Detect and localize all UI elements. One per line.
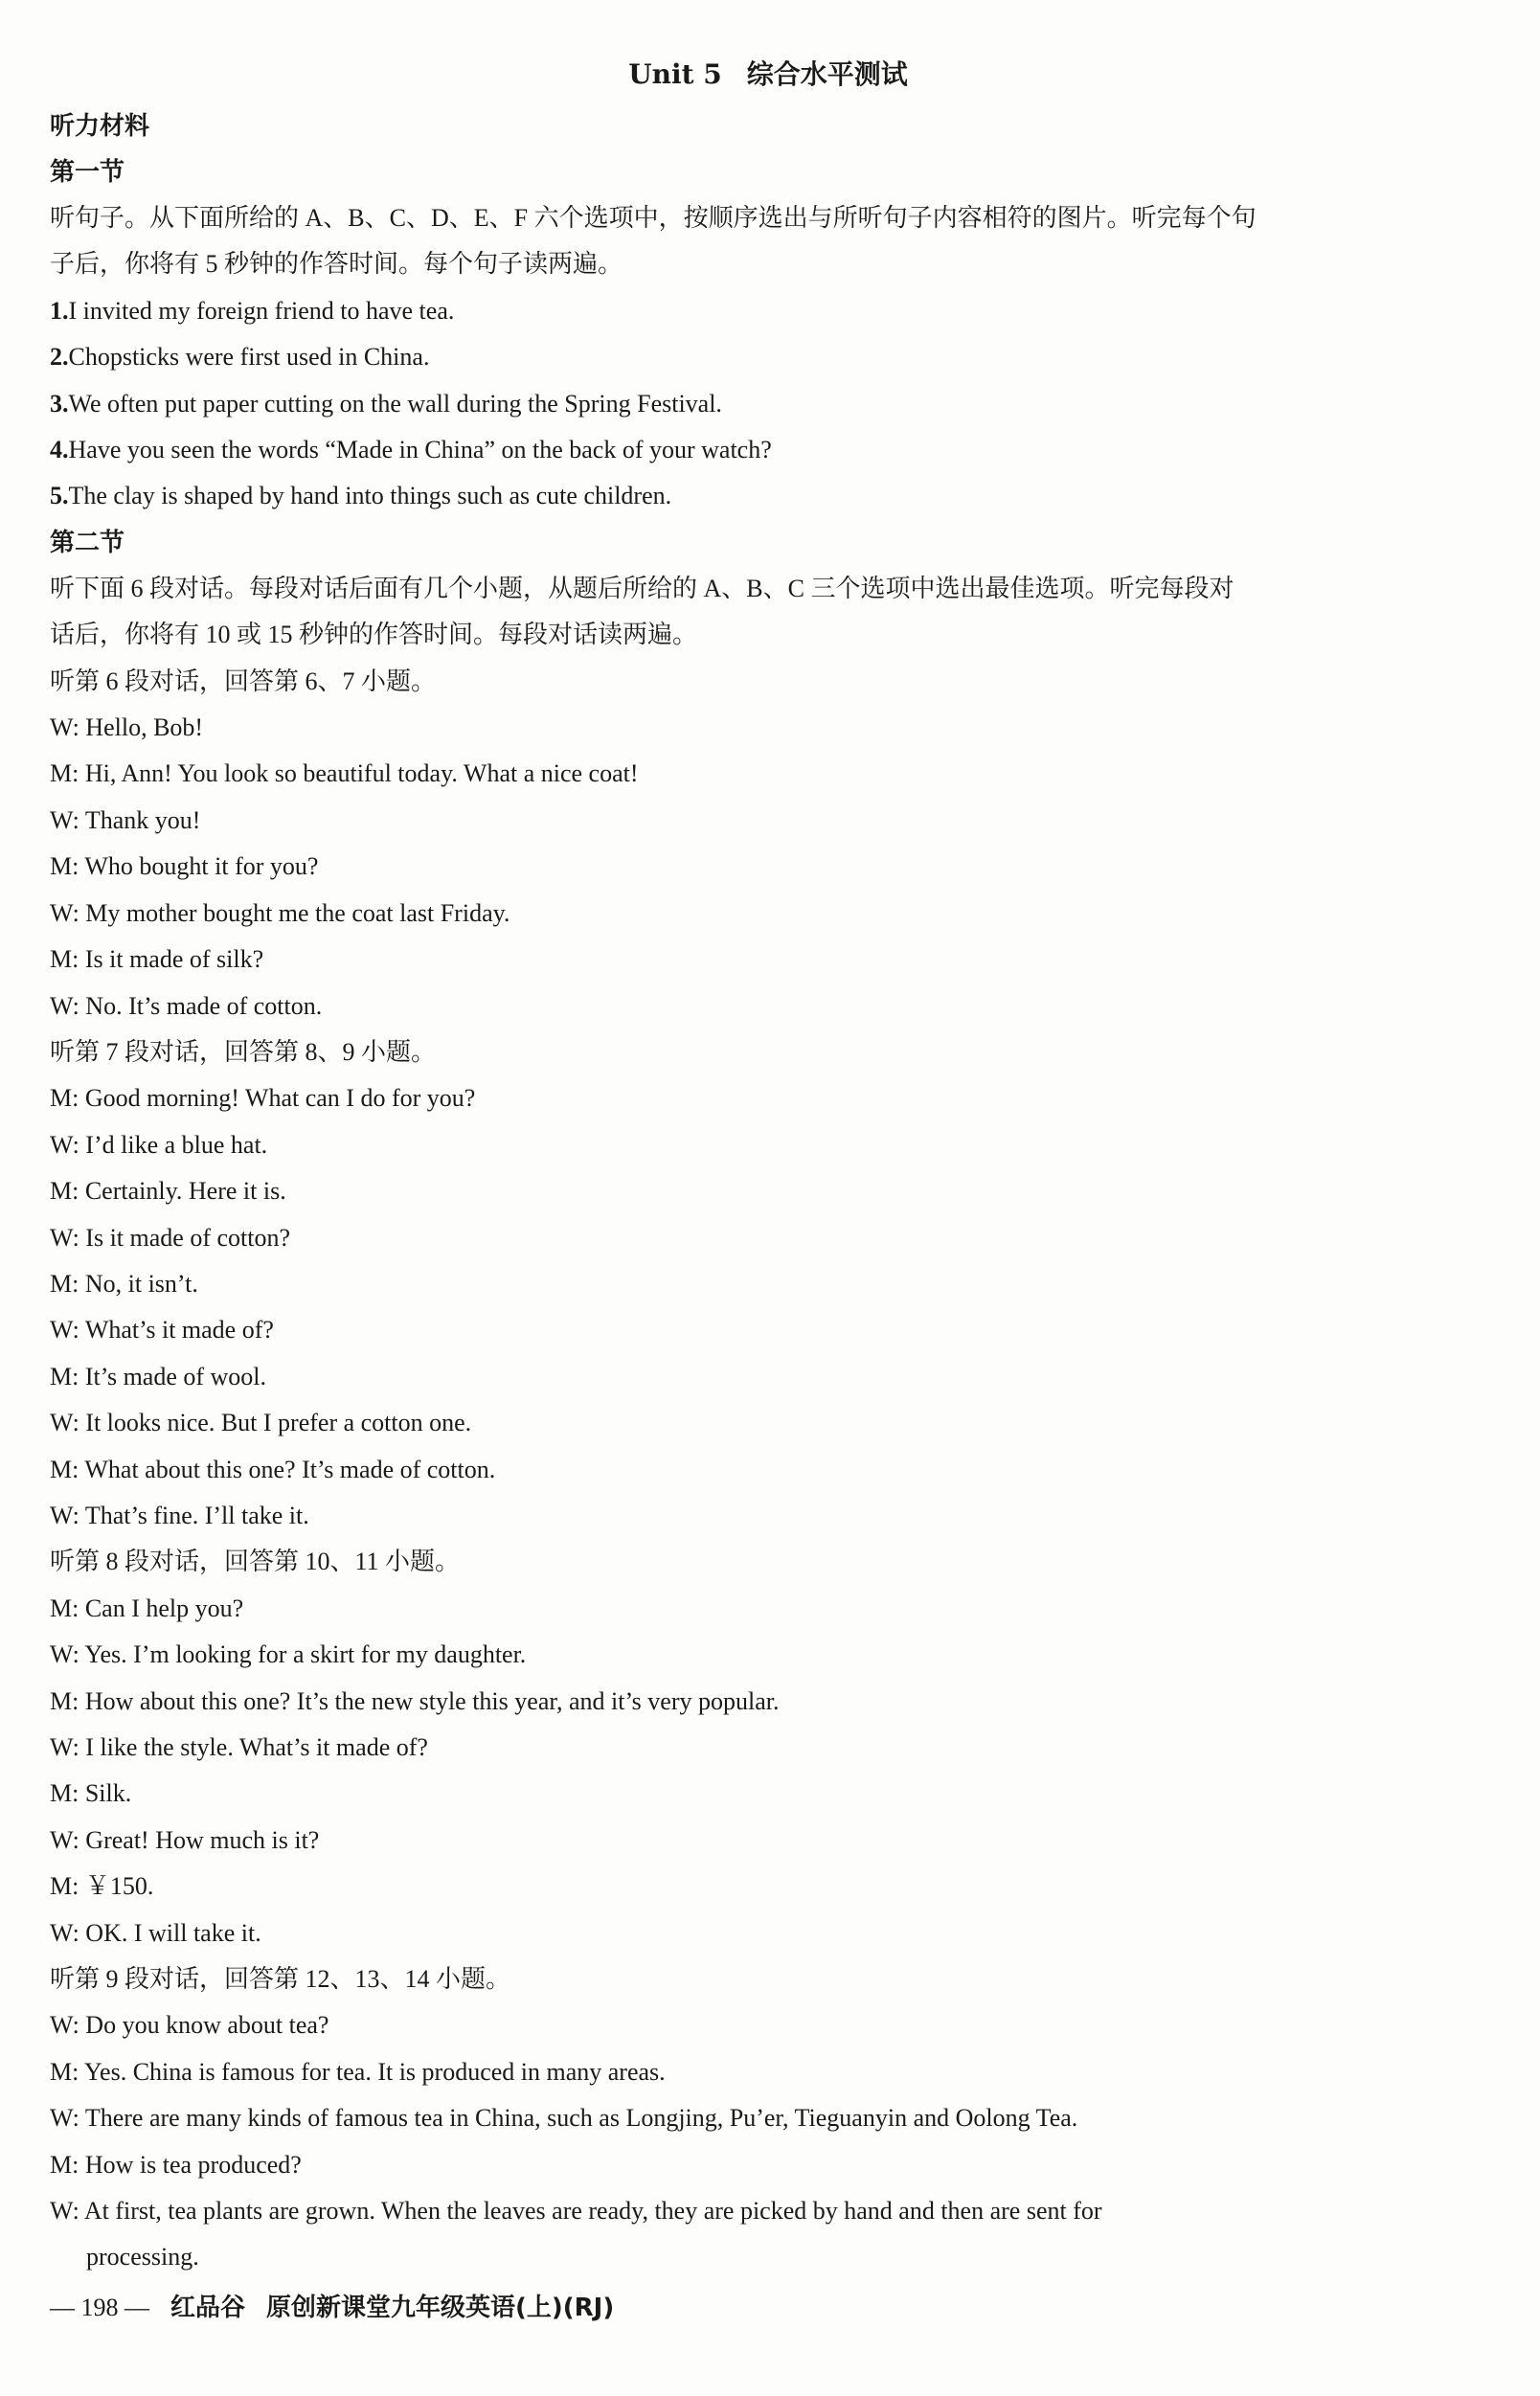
dialogue-line: M: How about this one? It’s the new style this year, and it’s very popular. <box>50 1686 780 1715</box>
page-number: — 198 — <box>50 2294 149 2321</box>
dialogue-line: W: It looks nice. But I prefer a cotton one. <box>50 1409 472 1437</box>
dialogue-line: W: Do you know about tea? <box>50 2011 329 2040</box>
dialogue-line: M: ￥150. <box>50 1872 154 1901</box>
section2-heading: 第二节 <box>50 528 125 557</box>
dialogue-line: M: Who bought it for you? <box>50 852 319 881</box>
dialogue-line: M: Hi, Ann! You look so beautiful today. What a nice coat! <box>50 759 639 788</box>
test-name: 综合水平测试 <box>746 58 908 90</box>
dialogue-intro: 听第 7 段对话，回答第 8、9 小题。 <box>50 1037 437 1066</box>
sentence-item <box>50 427 1486 473</box>
dialogue-intro: 听第 8 段对话，回答第 10、11 小题。 <box>50 1548 461 1576</box>
sentence-text: The clay is shaped by hand into things such as cute children. <box>68 482 672 510</box>
dialogue-intro: 听第 9 段对话，回答第 12、13、14 小题。 <box>50 1965 511 1994</box>
sentence-item <box>50 334 1486 380</box>
sentence-text: I invited my foreign friend to have tea. <box>68 296 455 325</box>
dialogue-intro: 听第 6 段对话，回答第 6、7 小题。 <box>50 667 437 695</box>
sentence-text: We often put paper cutting on the wall during the Spring Festival. <box>68 389 722 418</box>
section1-instruction-line: 子后，你将有 5 秒钟的作答时间。每个句子读两遍。 <box>50 250 623 279</box>
dialogue-line: W: At first, tea plants are grown. When the leaves are ready, they are picked by hand and then are sent for <box>50 2197 1102 2226</box>
dialogue-line: M: Is it made of silk? <box>50 945 264 974</box>
dialogue-line: W: That’s fine. I’ll take it. <box>50 1501 309 1529</box>
dialogue-line: M: No, it isn’t. <box>50 1269 198 1298</box>
sentence-number: 3. <box>50 389 69 418</box>
dialogue-line: W: Is it made of cotton? <box>50 1223 291 1252</box>
dialogue-line: M: What about this one? It’s made of cotton. <box>50 1455 496 1483</box>
dialogue-line: W: I’d like a blue hat. <box>50 1130 268 1159</box>
sentence-item <box>50 381 1486 427</box>
page-footer <box>50 2289 614 2327</box>
dialogue-line: W: No. It’s made of cotton. <box>50 991 323 1020</box>
dialogue-line: W: OK. I will take it. <box>50 1918 261 1947</box>
dialogue-line-continuation: processing. <box>86 2243 199 2272</box>
sentence-item <box>50 473 1486 519</box>
dialogue-line: M: Good morning! What can I do for you? <box>50 1084 476 1113</box>
dialogue-line: W: Great! How much is it? <box>50 1825 320 1854</box>
sentence-number: 1. <box>50 296 69 325</box>
dialogue-line: W: There are many kinds of famous tea in China, such as Longjing, Pu’er, Tieguanyin and Oolong Tea. <box>50 2104 1078 2133</box>
dialogue-line: W: I like the style. What’s it made of? <box>50 1733 428 1761</box>
dialogue-line: M: Silk. <box>50 1779 132 1808</box>
section2-instruction-line: 话后，你将有 10 或 15 秒钟的作答时间。每段对话读两遍。 <box>50 621 698 649</box>
dialogue-line: M: It’s made of wool. <box>50 1362 267 1390</box>
dialogue-line: M: Certainly. Here it is. <box>50 1177 286 1206</box>
sentence-text: Chopsticks were first used in China. <box>68 343 430 372</box>
page-title <box>50 46 1486 103</box>
dialogue-line: W: My mother bought me the coat last Friday. <box>50 898 510 927</box>
section1-instruction-line: 听句子。从下面所给的 A、B、C、D、E、F 六个选项中，按顺序选出与所听句子内容相符的图片。听完每个句 <box>50 204 1257 232</box>
unit-label: Unit 5 <box>628 58 722 90</box>
sentence-number: 5. <box>50 482 69 510</box>
brand-name: 红品谷 <box>170 2294 246 2322</box>
section2-instruction-line: 听下面 6 段对话。每段对话后面有几个小题，从题后所给的 A、B、C 三个选项中选出最佳选项。听完每段对 <box>50 574 1234 602</box>
page-content <box>50 46 1486 2281</box>
section1-heading: 第一节 <box>50 158 125 187</box>
book-series: 原创新课堂九年级英语(上)(RJ) <box>266 2294 615 2322</box>
dialogue-line: M: Can I help you? <box>50 1594 244 1622</box>
dialogue-line: W: Thank you! <box>50 805 201 834</box>
dialogue-line: M: Yes. China is famous for tea. It is produced in many areas. <box>50 2057 666 2086</box>
sentence-number: 4. <box>50 436 69 464</box>
dialogue-line: M: How is tea produced? <box>50 2150 302 2179</box>
sentence-number: 2. <box>50 343 69 372</box>
dialogue-line: W: What’s it made of? <box>50 1316 274 1345</box>
dialogue-line: W: Hello, Bob! <box>50 713 204 742</box>
sentence-item <box>50 288 1486 334</box>
sentence-text: Have you seen the words “Made in China” on the back of your watch? <box>68 436 772 464</box>
listening-material-heading: 听力材料 <box>50 112 150 141</box>
dialogue-line: W: Yes. I’m looking for a skirt for my daughter. <box>50 1640 527 1669</box>
